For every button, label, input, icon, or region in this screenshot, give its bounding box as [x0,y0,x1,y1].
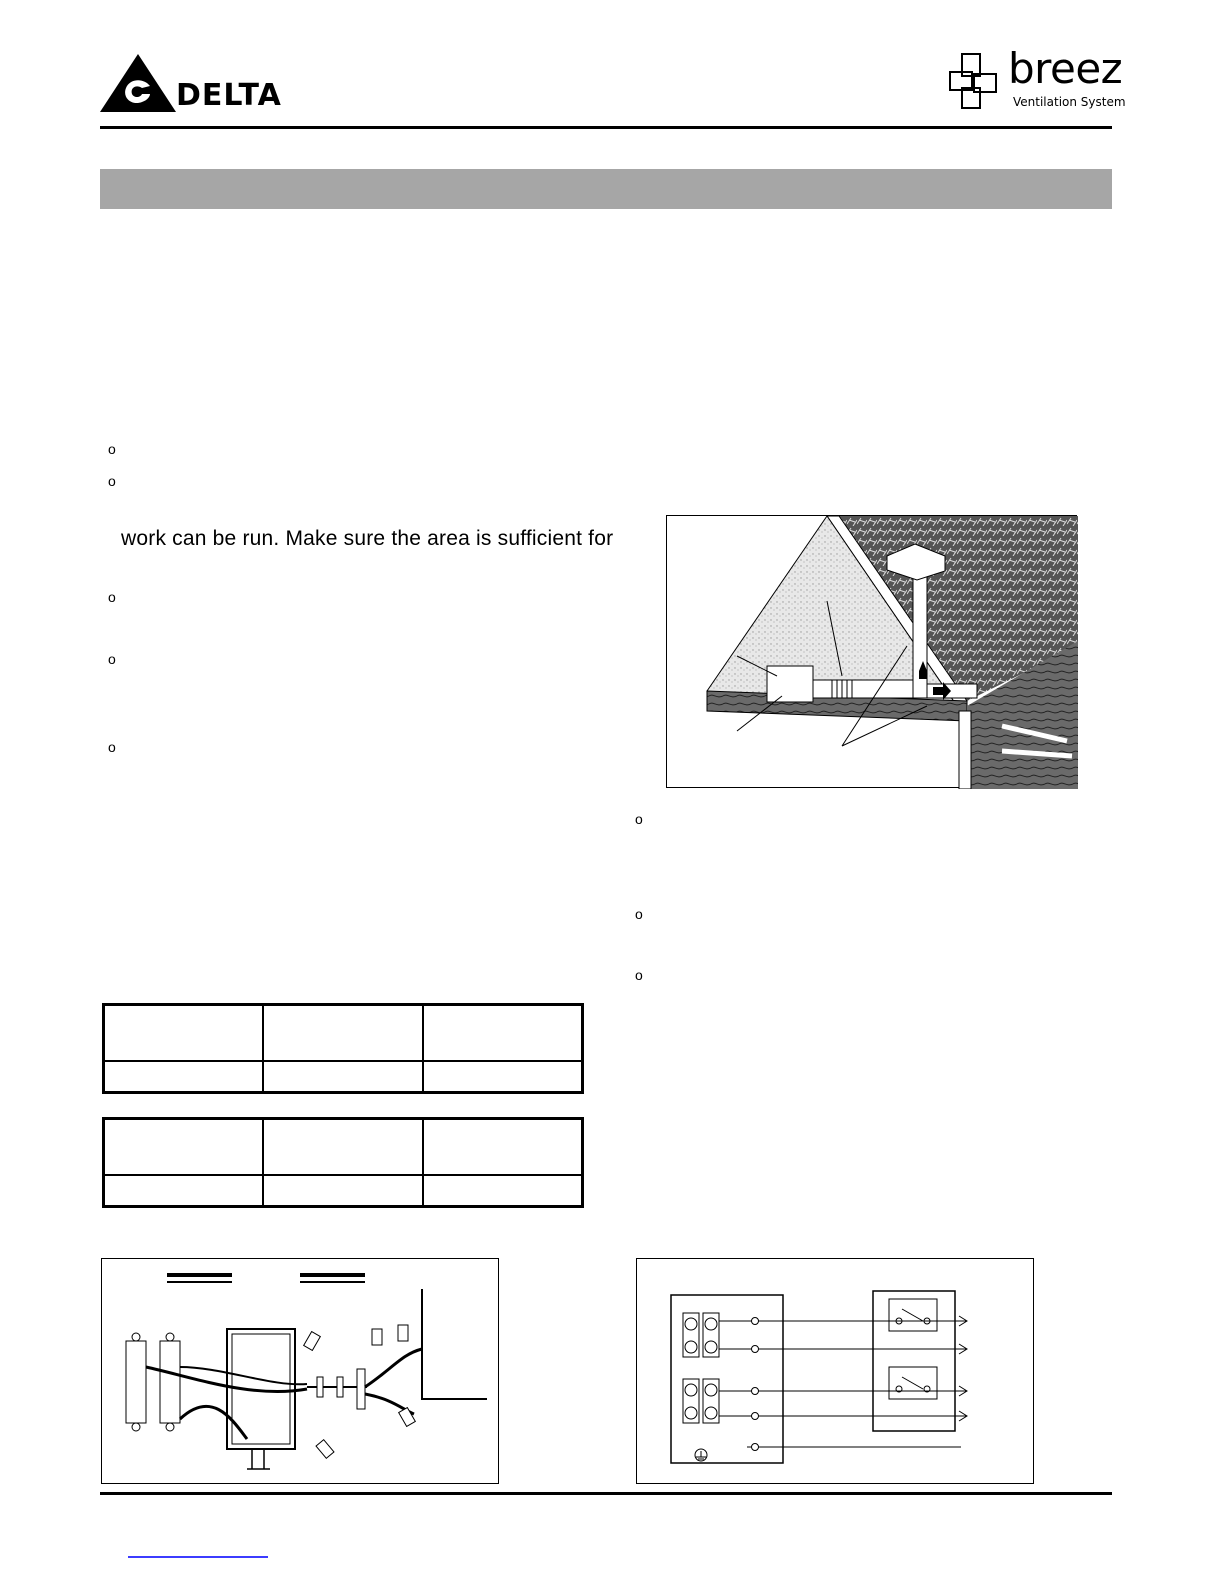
bullet-marker: o [108,739,116,755]
table-cell [104,1061,264,1093]
spec-table-2 [102,1117,584,1208]
breez-wordmark: breez [1008,44,1123,93]
attic-duct-diagram [667,516,1078,789]
table-cell [263,1175,423,1207]
section-title-bar [100,169,1112,209]
delta-wordmark: DELTA [176,78,282,113]
table-cell [263,1119,423,1175]
table-cell [104,1119,264,1175]
footer-link-underline[interactable] [128,1556,268,1558]
bullet-marker: o [635,906,643,922]
table-cell [263,1005,423,1061]
installation-illustration [666,515,1077,788]
bullet-marker: o [635,967,643,983]
bullet-marker: o [108,651,116,667]
footer-rule [100,1492,1112,1495]
wiring-schematic-diagram [637,1259,1035,1485]
header-rule [100,126,1112,129]
bullet-marker: o [108,441,116,457]
bullet-marker: o [635,811,643,827]
paragraph-text: work can be run. Make sure the area is sufficient for [121,527,614,550]
bullet-marker: o [108,473,116,489]
table-cell [423,1061,583,1093]
table-cell [104,1175,264,1207]
table-cell [263,1061,423,1093]
wiring-junction-diagram [102,1259,500,1485]
breez-tagline: Ventilation System [1013,95,1126,109]
table-cell [423,1119,583,1175]
table-cell [104,1005,264,1061]
spec-table-1 [102,1003,584,1094]
table-cell [423,1005,583,1061]
table-cell [423,1175,583,1207]
schematic-illustration [636,1258,1034,1484]
breez-logo-icon [948,52,1004,110]
wiring-illustration [101,1258,499,1484]
bullet-marker: o [108,589,116,605]
